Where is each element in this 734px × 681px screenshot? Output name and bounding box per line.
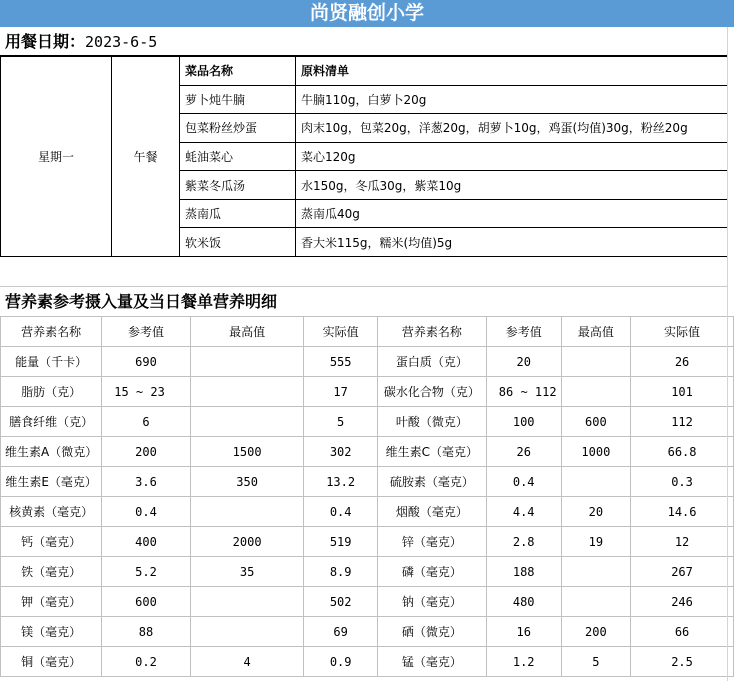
dish-name[interactable]: 萝卜炖牛腩 xyxy=(180,85,296,114)
max-value-cell[interactable]: 1000 xyxy=(561,437,631,467)
reference-value-cell[interactable]: 0.4 xyxy=(102,497,191,527)
max-value-cell[interactable]: 350 xyxy=(190,467,304,497)
reference-value-cell[interactable]: 16 xyxy=(486,617,561,647)
nutrient-name-cell[interactable]: 维生素A（微克） xyxy=(1,437,102,467)
reference-value-cell[interactable]: 4.4 xyxy=(486,497,561,527)
actual-value-cell[interactable]: 5 xyxy=(304,407,377,437)
nutrient-name-cell[interactable]: 硫胺素（毫克） xyxy=(377,467,486,497)
actual-value-cell[interactable]: 2.5 xyxy=(631,647,734,677)
blank-row[interactable] xyxy=(0,256,727,287)
max-value-cell[interactable]: 2000 xyxy=(190,527,304,557)
dish-name[interactable]: 蚝油菜心 xyxy=(180,142,296,171)
col-header-nutrient[interactable]: 营养素名称 xyxy=(1,317,102,347)
actual-value-cell[interactable]: 0.9 xyxy=(304,647,377,677)
actual-value-cell[interactable]: 14.6 xyxy=(631,497,734,527)
nutrient-name-cell[interactable]: 磷（毫克） xyxy=(377,557,486,587)
nutrient-name-cell[interactable]: 维生素C（毫克） xyxy=(377,437,486,467)
max-value-cell[interactable]: 5 xyxy=(561,647,631,677)
max-value-cell[interactable] xyxy=(190,377,304,407)
nutrient-name-cell[interactable]: 铁（毫克） xyxy=(1,557,102,587)
max-value-cell[interactable] xyxy=(561,587,631,617)
nutrition-row xyxy=(1,527,734,557)
dish-ingredients[interactable]: 肉末10g，包菜20g，洋葱20g，胡萝卜10g，鸡蛋(均值)30g，粉丝20g xyxy=(296,114,728,143)
nutrition-table xyxy=(0,316,734,677)
dish-name[interactable]: 包菜粉丝炒蛋 xyxy=(180,114,296,143)
reference-value-cell[interactable]: 86 ~ 112 xyxy=(486,377,561,407)
meal-date-label: 用餐日期： xyxy=(5,32,86,51)
col-header-max[interactable]: 最高值 xyxy=(190,317,304,347)
dish-ingredients[interactable]: 牛腩110g，白萝卜20g xyxy=(296,85,728,114)
nutrient-name-cell[interactable]: 叶酸（微克） xyxy=(377,407,486,437)
reference-value-cell[interactable]: 20 xyxy=(486,347,561,377)
col-header-nutrient-2[interactable]: 营养素名称 xyxy=(377,317,486,347)
actual-value-cell[interactable]: 502 xyxy=(304,587,377,617)
max-value-cell[interactable]: 35 xyxy=(190,557,304,587)
max-value-cell[interactable] xyxy=(190,587,304,617)
reference-value-cell[interactable]: 0.4 xyxy=(486,467,561,497)
nutrient-name-cell[interactable]: 锌（毫克） xyxy=(377,527,486,557)
actual-value-cell[interactable]: 267 xyxy=(631,557,734,587)
nutrition-row xyxy=(1,587,734,617)
actual-value-cell[interactable]: 26 xyxy=(631,347,734,377)
nutrition-row xyxy=(1,647,734,677)
nutrient-name-cell[interactable]: 硒（微克） xyxy=(377,617,486,647)
meal-date-value: 2023-6-5 xyxy=(85,33,158,51)
reference-value-cell[interactable]: 400 xyxy=(102,527,191,557)
nutrient-name-cell[interactable]: 脂肪（克） xyxy=(1,377,102,407)
dish-ingredients[interactable]: 蒸南瓜40g xyxy=(296,199,728,228)
actual-value-cell[interactable]: 66.8 xyxy=(631,437,734,467)
reference-value-cell[interactable]: 26 xyxy=(486,437,561,467)
col-header-max-2[interactable]: 最高值 xyxy=(561,317,631,347)
dish-ingredients[interactable]: 香大米115g，糯米(均值)5g xyxy=(296,228,728,257)
nutrition-header-row xyxy=(1,317,734,347)
meal-date-row[interactable] xyxy=(0,27,727,56)
actual-value-cell[interactable]: 101 xyxy=(631,377,734,407)
nutrient-name-cell[interactable]: 烟酸（毫克） xyxy=(377,497,486,527)
nutrition-row xyxy=(1,347,734,377)
actual-value-cell[interactable]: 8.9 xyxy=(304,557,377,587)
reference-value-cell[interactable]: 480 xyxy=(486,587,561,617)
max-value-cell[interactable]: 19 xyxy=(561,527,631,557)
nutrient-name-cell[interactable]: 钾（毫克） xyxy=(1,587,102,617)
max-value-cell[interactable] xyxy=(561,377,631,407)
col-header-actual-2[interactable]: 实际值 xyxy=(631,317,734,347)
col-header-actual[interactable]: 实际值 xyxy=(304,317,377,347)
nutrition-row xyxy=(1,377,734,407)
reference-value-cell[interactable]: 690 xyxy=(102,347,191,377)
reference-value-cell[interactable]: 100 xyxy=(486,407,561,437)
nutrition-row xyxy=(1,407,734,437)
reference-value-cell[interactable]: 600 xyxy=(102,587,191,617)
actual-value-cell[interactable]: 69 xyxy=(304,617,377,647)
menu-table xyxy=(0,56,728,257)
nutrition-row xyxy=(1,557,734,587)
max-value-cell[interactable] xyxy=(190,497,304,527)
actual-value-cell[interactable]: 13.2 xyxy=(304,467,377,497)
dish-name[interactable]: 紫菜冬瓜汤 xyxy=(180,171,296,200)
col-header-reference[interactable]: 参考值 xyxy=(102,317,191,347)
reference-value-cell[interactable]: 5.2 xyxy=(102,557,191,587)
actual-value-cell[interactable]: 0.4 xyxy=(304,497,377,527)
nutrient-name-cell[interactable]: 锰（毫克） xyxy=(377,647,486,677)
max-value-cell[interactable] xyxy=(190,617,304,647)
nutrition-row xyxy=(1,617,734,647)
reference-value-cell[interactable]: 3.6 xyxy=(102,467,191,497)
reference-value-cell[interactable]: 6 xyxy=(102,407,191,437)
col-header-reference-2[interactable]: 参考值 xyxy=(486,317,561,347)
actual-value-cell[interactable]: 302 xyxy=(304,437,377,467)
actual-value-cell[interactable]: 246 xyxy=(631,587,734,617)
dish-name[interactable]: 蒸南瓜 xyxy=(180,199,296,228)
actual-value-cell[interactable]: 0.3 xyxy=(631,467,734,497)
nutrition-row xyxy=(1,467,734,497)
nutrition-section-title[interactable]: 营养素参考摄入量及当日餐单营养明细 xyxy=(5,292,278,311)
actual-value-cell[interactable]: 17 xyxy=(304,377,377,407)
nutrient-name-cell[interactable]: 蛋白质（克） xyxy=(377,347,486,377)
grid-edge xyxy=(727,27,728,681)
max-value-cell[interactable]: 1500 xyxy=(190,437,304,467)
reference-value-cell[interactable]: 15 ~ 23 xyxy=(102,377,191,407)
nutrition-row xyxy=(1,497,734,527)
reference-value-cell[interactable]: 188 xyxy=(486,557,561,587)
max-value-cell[interactable]: 600 xyxy=(561,407,631,437)
dish-ingredients[interactable]: 水150g，冬瓜30g，紫菜10g xyxy=(296,171,728,200)
max-value-cell[interactable]: 200 xyxy=(561,617,631,647)
max-value-cell[interactable]: 20 xyxy=(561,497,631,527)
nutrient-name-cell[interactable]: 膳食纤维（克） xyxy=(1,407,102,437)
nutrient-name-cell[interactable]: 钠（毫克） xyxy=(377,587,486,617)
actual-value-cell[interactable]: 66 xyxy=(631,617,734,647)
nutrient-name-cell[interactable]: 碳水化合物（克） xyxy=(377,377,486,407)
reference-value-cell[interactable]: 1.2 xyxy=(486,647,561,677)
reference-value-cell[interactable]: 200 xyxy=(102,437,191,467)
max-value-cell[interactable] xyxy=(190,407,304,437)
max-value-cell[interactable] xyxy=(190,347,304,377)
nutrient-name-cell[interactable]: 能量（千卡） xyxy=(1,347,102,377)
school-title: 尚贤融创小学 xyxy=(0,0,734,27)
dish-name[interactable]: 软米饭 xyxy=(180,228,296,257)
reference-value-cell[interactable]: 2.8 xyxy=(486,527,561,557)
meal-type-cell[interactable]: 午餐 xyxy=(112,57,180,257)
actual-value-cell[interactable]: 12 xyxy=(631,527,734,557)
nutrition-row xyxy=(1,437,734,467)
max-value-cell[interactable] xyxy=(561,347,631,377)
nutrient-name-cell[interactable]: 铜（毫克） xyxy=(1,647,102,677)
actual-value-cell[interactable]: 555 xyxy=(304,347,377,377)
nutrient-name-cell[interactable]: 钙（毫克） xyxy=(1,527,102,557)
actual-value-cell[interactable]: 112 xyxy=(631,407,734,437)
actual-value-cell[interactable]: 519 xyxy=(304,527,377,557)
dish-header[interactable]: 菜品名称 xyxy=(180,57,296,86)
reference-value-cell[interactable]: 88 xyxy=(102,617,191,647)
max-value-cell[interactable] xyxy=(561,467,631,497)
max-value-cell[interactable] xyxy=(561,557,631,587)
nutrient-name-cell[interactable]: 维生素E（毫克） xyxy=(1,467,102,497)
ingredients-header[interactable]: 原料清单 xyxy=(296,57,728,86)
max-value-cell[interactable]: 4 xyxy=(190,647,304,677)
dish-ingredients[interactable]: 菜心120g xyxy=(296,142,728,171)
nutrient-name-cell[interactable]: 镁（毫克） xyxy=(1,617,102,647)
reference-value-cell[interactable]: 0.2 xyxy=(102,647,191,677)
nutrient-name-cell[interactable]: 核黄素（毫克） xyxy=(1,497,102,527)
weekday-cell[interactable]: 星期一 xyxy=(1,57,112,257)
